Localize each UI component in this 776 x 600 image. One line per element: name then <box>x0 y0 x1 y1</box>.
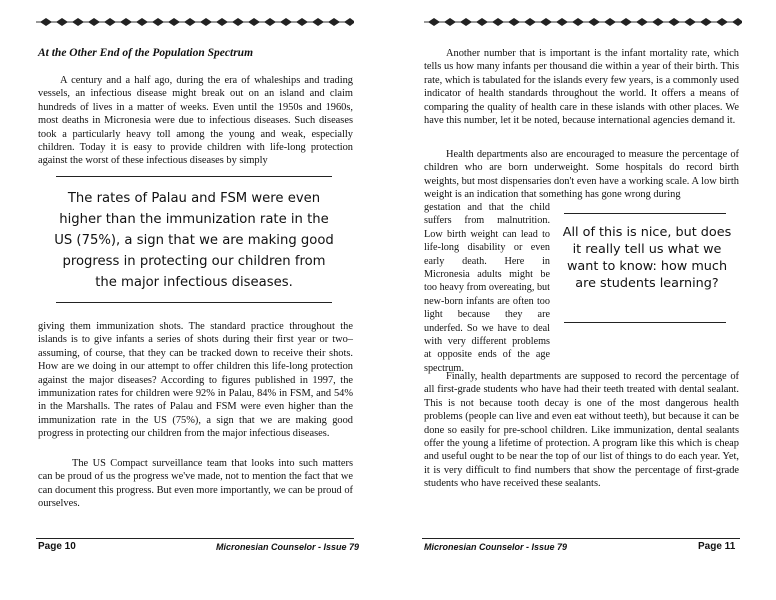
right-page <box>388 0 776 600</box>
pullquote-left: The rates of Palau and FSM were even higher than the immunization rate in the US (75%), a sign that we are making good progress in protecting our children from the major infectious diseases. <box>54 191 334 290</box>
paragraph-text: gestation and that the child suffers from malnutrition. Low birth weight can lead to life-long disability or even early death. Here in Micronesia adults might be too heavy from overeating, but new-born infants are often too light because they are underfed. So we have to deal with very different problems at opposite ends of the age spectrum. <box>424 202 550 374</box>
left-para-2 <box>38 320 353 441</box>
left-para-1 <box>38 74 353 168</box>
page-number: Page 11 <box>698 541 736 552</box>
pullquote-bottom-rule <box>56 302 332 303</box>
footer-rule <box>36 538 354 539</box>
pullquote-right: All of this is nice, but does it really tell us what we want to know: how much are students learning? <box>562 225 732 291</box>
pullquote-top-rule <box>564 213 726 214</box>
paragraph-text: The US Compact surveillance team that looks into such matters can be proud of us the progress we've made, not to mention the fact that we can document this progress. But even more importantly, we can be proud of ourselves. <box>38 458 354 510</box>
paragraph-text: Another number that is important is the infant mortality rate, which tells us how many infants per thousand die within a year of their birth. This rate, which is tabulated for the islands every few years, is a commonly used indicator of health standards throughout the world. It offers a means of comparing the quality of health care in these islands with other places. We have this number, let it be noted, because international agencies demand it. <box>424 48 739 127</box>
page-number: Page 10 <box>38 541 76 552</box>
footer-rule <box>422 538 740 539</box>
section-title: At the Other End of the Population Spectrum <box>38 47 254 59</box>
right-para-1 <box>424 47 739 127</box>
paragraph-text: Health departments also are encouraged to measure the percentage of children who are born underweight. Some hospitals do record birth weights, but most dispensaries don't even have a working scale. A low birth weight is an indication that something has gone wrong during <box>424 149 739 201</box>
right-para-2 <box>424 148 739 202</box>
issue-label: Micronesian Counselor - Issue 79 <box>424 542 568 552</box>
header-ornament-icon <box>424 15 742 29</box>
header-ornament-icon <box>36 15 354 29</box>
pullquote-top-rule <box>56 176 332 177</box>
paragraph-text: Finally, health departments are supposed to record the percentage of all first-grade students who have had their teeth treated with dental sealant. This is not because tooth decay is one of the most dangerous health problems (people can live and even eat without teeth), but because it can be done so easily for pre-school children. Like immunization, dental sealants offer the young a lifetime of protection. A program like this which is cheap and useful ought to be near the top of our list of things to do each year. Yet, it is very difficult to find numbers that show the percentage of first-grade students who have received these sealants. <box>424 371 739 490</box>
issue-label: Micronesian Counselor - Issue 79 <box>216 542 360 552</box>
pullquote-bottom-rule <box>564 322 726 323</box>
right-para-2-continued <box>424 201 550 375</box>
paragraph-text: A century and a half ago, during the era of whaleships and trading vessels, an infectious disease might break out on an island and claim hundreds of lives in a matter of weeks. Even until the 1950s and 1960s, most deaths in Micronesia were due to infectious diseases. Such diseases took a particularly heavy toll among the young and weak, especially children. Today it is easy to provide children with life-long protection against the worst of these infectious diseases by simply <box>38 75 353 167</box>
right-para-3 <box>424 370 739 491</box>
paragraph-text: giving them immunization shots. The standard practice throughout the islands is to give infants a series of shots during their first year or two–assuming, of course, that they can be tracked down to receive their shots. How are we doing in our attempt to offer children this life-long protection against the major diseases? According to figures published in 1997, the immunization rates for children were 92% in Palau, 84% in FSM, and 54% in the Marshalls. The rates of Palau and FSM were even higher than the immunization rate in the US (75%), a sign that we are making good progress in protecting our children from the major infectious diseases. <box>38 321 353 440</box>
left-para-3 <box>38 457 353 511</box>
